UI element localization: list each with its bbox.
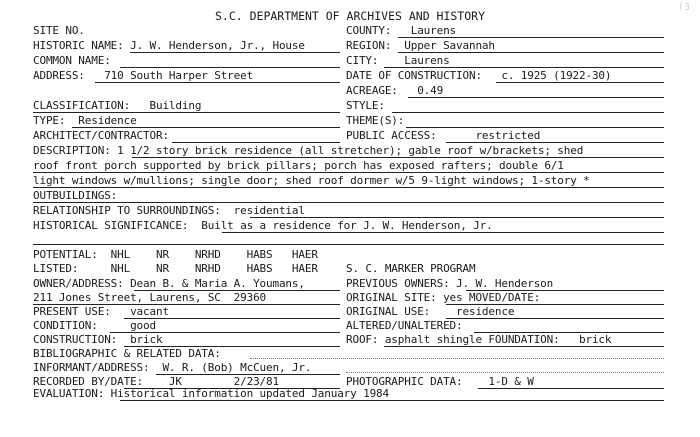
construction-field: CONSTRUCTION: brick <box>33 333 163 346</box>
date-of-construction-field: DATE OF CONSTRUCTION: c. 1925 (1922-30) <box>346 69 612 82</box>
classification-field: CLASSIFICATION: Building <box>33 99 202 112</box>
previous-owners-field: PREVIOUS OWNERS: J. W. Henderson <box>346 277 554 290</box>
page-corner-mark: (3 <box>677 2 690 13</box>
county-field: COUNTY: Laurens <box>346 24 457 37</box>
owner-address-line-2: 211 Jones Street, Laurens, SC 29360 <box>33 291 267 304</box>
common-name-label: COMMON NAME: <box>33 54 111 67</box>
roof-foundation-field: ROOF: asphalt shingle FOUNDATION: brick <box>346 333 612 346</box>
architect-contractor-label: ARCHITECT/CONTRACTOR: <box>33 129 169 142</box>
listed-row: LISTED: NHL NR NRHD HABS HAER <box>33 262 318 275</box>
evaluation-field: EVALUATION: Historical information updated January 1984 <box>33 387 389 400</box>
themes-label: THEME(S): <box>346 114 405 127</box>
type-field: TYPE: Residence <box>33 114 137 127</box>
original-use-field: ORIGINAL USE: residence <box>346 305 515 318</box>
description-line-1: DESCRIPTION: 1 1/2 story brick residence (all stretcher); gable roof w/brackets; shed <box>33 144 584 157</box>
condition-field: CONDITION: good <box>33 319 156 332</box>
bibliographic-data-label: BIBLIOGRAPHIC & RELATED DATA: <box>33 347 221 360</box>
public-access-field: PUBLIC ACCESS: restricted <box>346 129 541 142</box>
relationship-field: RELATIONSHIP TO SURROUNDINGS: residential <box>33 204 305 217</box>
description-line-2: roof front porch supported by brick pillars; porch has exposed rafters; double 6/1 <box>33 159 564 172</box>
informant-address-field: INFORMANT/ADDRESS: W. R. (Bob) McCuen, Jr. <box>33 361 312 374</box>
recorded-by-date-field: RECORDED BY/DATE: JK 2/23/81 <box>33 375 279 388</box>
altered-unaltered-label: ALTERED/UNALTERED: <box>346 319 463 332</box>
outbuildings-label: OUTBUILDINGS: <box>33 189 118 202</box>
address-field: ADDRESS: 710 South Harper Street <box>33 69 254 82</box>
photographic-data-field: PHOTOGRAPHIC DATA: 1-D & W <box>346 375 534 388</box>
marker-program-label: S. C. MARKER PROGRAM <box>346 262 476 275</box>
present-use-field: PRESENT USE: vacant <box>33 305 169 318</box>
historic-name-field: HISTORIC NAME: J. W. Henderson, Jr., House <box>33 39 305 52</box>
potential-row: POTENTIAL: NHL NR NRHD HABS HAER <box>33 248 318 261</box>
city-field: CITY: Laurens <box>346 54 450 67</box>
acreage-field: ACREAGE: 0.49 <box>346 84 444 97</box>
original-site-field: ORIGINAL SITE: yes MOVED/DATE: <box>346 291 541 304</box>
description-line-3: light windows w/mullions; single door; shed roof dormer w/5 9-light windows; 1-story * <box>33 174 590 187</box>
owner-address-field: OWNER/ADDRESS: Dean B. & Maria A. Youmans, <box>33 277 305 290</box>
site-no-label: SITE NO. <box>33 24 85 37</box>
style-label: STYLE: <box>346 99 385 112</box>
historical-significance-field: HISTORICAL SIGNIFICANCE: Built as a residence for J. W. Henderson, Jr. <box>33 219 493 232</box>
form-title: S.C. DEPARTMENT OF ARCHIVES AND HISTORY <box>214 9 486 23</box>
region-field: REGION: Upper Savannah <box>346 39 495 52</box>
